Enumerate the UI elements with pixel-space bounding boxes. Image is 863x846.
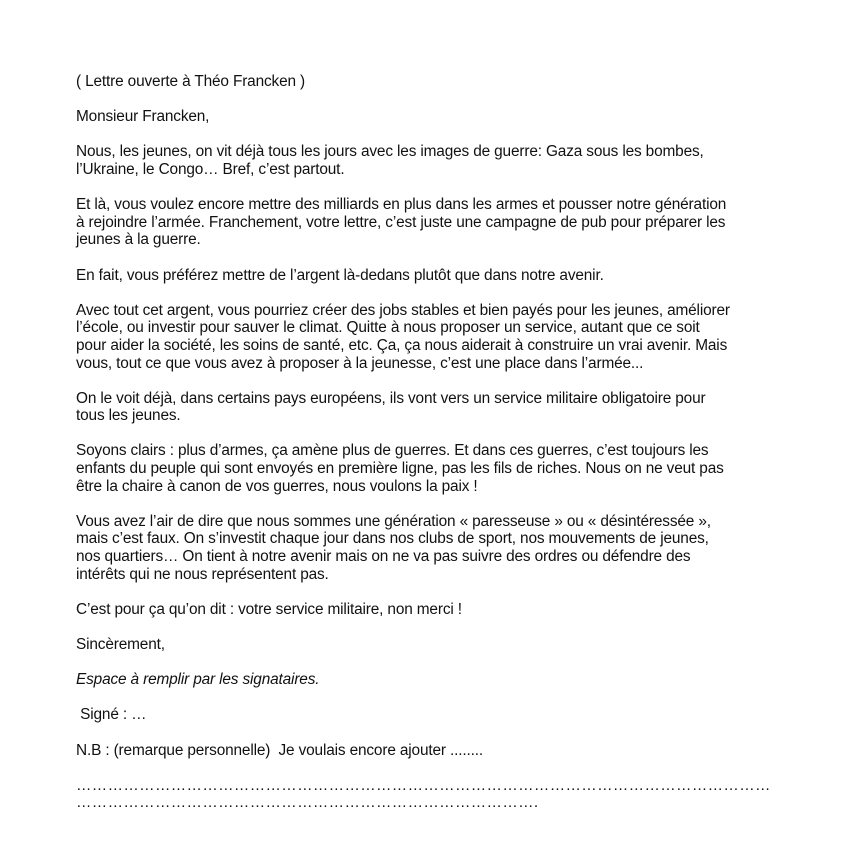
- paragraph-army-funding: [76, 196, 788, 249]
- paragraph-line: jeunes à la guerre.: [76, 231, 201, 249]
- paragraph-line: vous, tout ce que vous avez à proposer à la jeunesse, c’est une place dans l’armée...: [76, 354, 644, 372]
- paragraph-line: enfants du peuple qui sont envoyés en première ligne, pas les fils de riches. Nous on ne veut pas: [76, 460, 724, 478]
- paragraph-line: intérêts qui ne nous représentent pas.: [76, 565, 329, 583]
- paragraph-line: Et là, vous voulez encore mettre des milliards en plus dans les armes et pousser notre génération: [76, 196, 727, 214]
- paragraph-alternatives: [76, 302, 788, 372]
- nb-remark: N.B : (remarque personnelle) Je voulais encore ajouter ........: [76, 741, 483, 759]
- paragraph-generation: [76, 513, 788, 583]
- signatories-note: Espace à remplir par les signataires.: [76, 671, 320, 689]
- paragraph-line: Nous, les jeunes, on vit déjà tous les jours avec les images de guerre: Gaza sous les bombes,: [76, 143, 704, 161]
- paragraph-european-countries: [76, 390, 788, 425]
- letter-subtitle: ( Lettre ouverte à Théo Francken ): [76, 73, 306, 90]
- paragraph-line: mais c’est faux. On s’investit chaque jour dans nos clubs de sport, nos mouvements de jeunes,: [76, 530, 709, 548]
- paragraph-line: pour aider la société, les soins de santé, etc. Ça, ça nous aiderait à construire un vrai avenir. Mais: [76, 336, 728, 354]
- paragraph-line: à rejoindre l’armée. Franchement, votre lettre, c’est juste une campagne de pub pour préparer les: [76, 213, 726, 231]
- letter-closing: Sincèrement,: [76, 636, 165, 653]
- paragraph-line: être la chaire à canon de vos guerres, nous voulons la paix !: [76, 477, 478, 495]
- signature-line: Signé : …: [76, 706, 147, 724]
- letter-document: [76, 73, 788, 812]
- paragraph-money-preference: [76, 267, 788, 285]
- paragraph-line: Avec tout cet argent, vous pourriez créer des jobs stables et bien payés pour les jeunes, améliorer: [76, 301, 730, 319]
- paragraph-line: l’Ukraine, le Congo… Bref, c’est partout.: [76, 160, 345, 178]
- paragraph-line: nos quartiers… On tient à notre avenir mais on ne va pas suivre des ordres ou défendre des: [76, 548, 691, 566]
- paragraph-more-weapons: [76, 442, 788, 495]
- paragraph-war-images: [76, 143, 788, 178]
- paragraph-line: Vous avez l’air de dire que nous sommes une génération « paresseuse » ou « désintéressée »,: [76, 512, 711, 530]
- paragraph-line: l’école, ou investir pour sauver le climat. Quitte à nous proposer un service, autant que ce soit: [76, 319, 700, 337]
- paragraph-line: C’est pour ça qu’on dit : votre service militaire, non merci !: [76, 600, 462, 618]
- dotted-fill-line-1: ……………………………………………………………………………………………………………………: [76, 776, 771, 794]
- paragraph-line: Soyons clairs : plus d’armes, ça amène plus de guerres. Et dans ces guerres, c’est toujours les: [76, 442, 709, 460]
- paragraph-conclusion: [76, 601, 788, 619]
- paragraph-line: tous les jeunes.: [76, 407, 181, 425]
- paragraph-line: On le voit déjà, dans certains pays européens, ils vont vers un service militaire obligatoire pour: [76, 389, 706, 407]
- dotted-fill-line-2: …………………………………………………………………………….: [76, 794, 539, 812]
- paragraph-line: En fait, vous préférez mettre de l’argent là-dedans plutôt que dans notre avenir.: [76, 266, 604, 284]
- letter-salutation: Monsieur Francken,: [76, 108, 210, 126]
